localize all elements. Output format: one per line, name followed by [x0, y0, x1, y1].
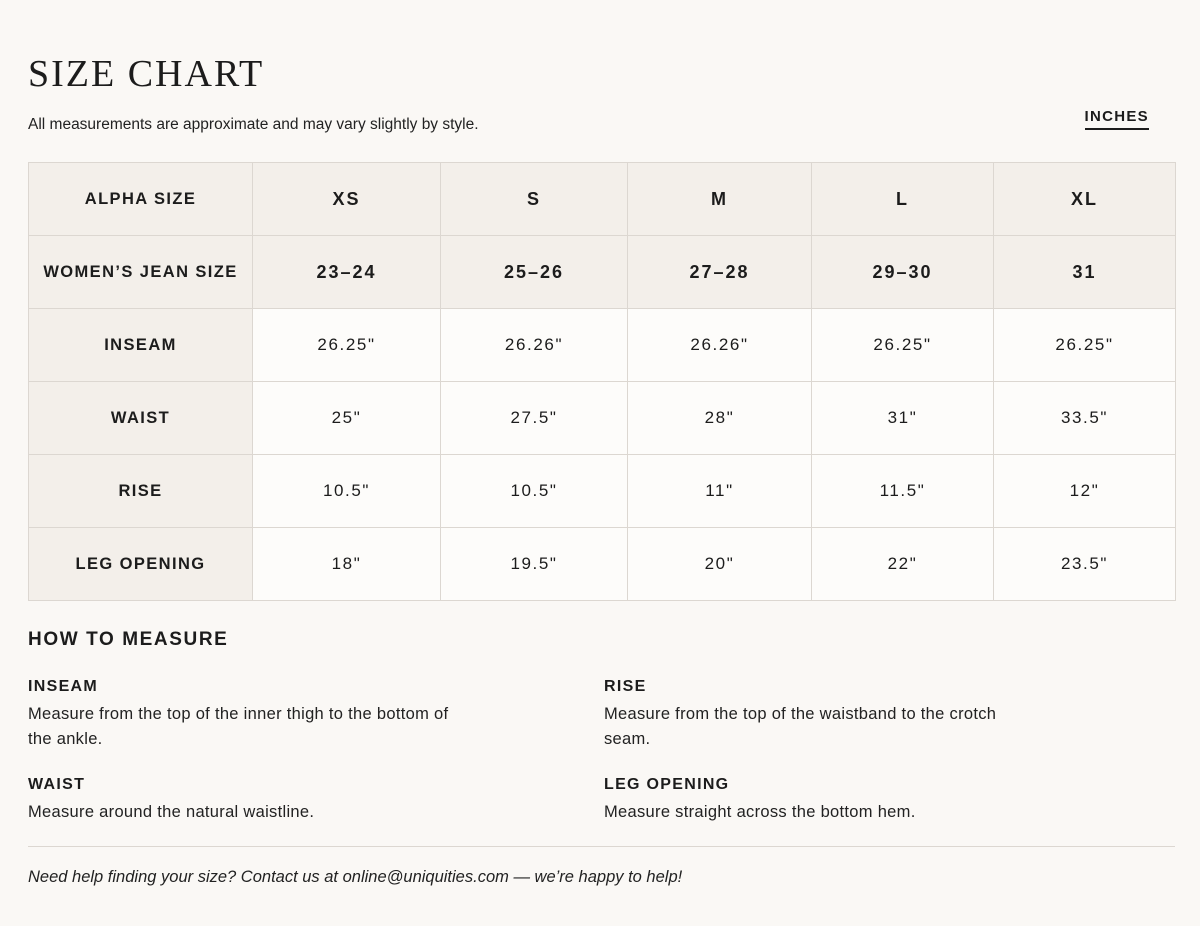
table-row-jean-size	[29, 236, 1176, 309]
page-subtitle: All measurements are approximate and may vary slightly by style.	[28, 116, 479, 133]
table-cell: 28"	[628, 382, 812, 455]
table-cell: 31"	[812, 382, 994, 455]
size-cell-xs: XS	[253, 163, 441, 236]
table-cell: 10.5"	[253, 455, 441, 528]
measure-text: Measure around the natural waistline.	[28, 803, 315, 821]
how-to-measure-title: HOW TO MEASURE	[28, 629, 229, 650]
measure-text: Measure from the top of the inner thigh to the bottom of the ankle.	[28, 705, 449, 748]
page-title: SIZE CHART	[28, 53, 265, 95]
table-cell: 31	[994, 236, 1176, 309]
table-cell: 26.25"	[253, 309, 441, 382]
table-cell: 26.25"	[812, 309, 994, 382]
table-row-waist	[29, 382, 1176, 455]
row-label: WAIST	[29, 382, 253, 455]
table-cell: 12"	[994, 455, 1176, 528]
divider	[28, 846, 1175, 847]
table-cell: 19.5"	[441, 528, 628, 601]
table-row-rise	[29, 455, 1176, 528]
table-cell: 23.5"	[994, 528, 1176, 601]
row-label: WOMEN’S JEAN SIZE	[29, 236, 253, 309]
table-cell: 26.26"	[441, 309, 628, 382]
table-cell: 26.25"	[994, 309, 1176, 382]
unit-toggle-inches[interactable]: INCHES	[1085, 108, 1149, 130]
measure-heading: INSEAM	[28, 678, 99, 695]
table-cell: 33.5"	[994, 382, 1176, 455]
table-cell: 22"	[812, 528, 994, 601]
table-cell: 11"	[628, 455, 812, 528]
measure-item-leg-opening	[604, 775, 1044, 825]
measure-heading: LEG OPENING	[604, 776, 730, 793]
table-cell: 20"	[628, 528, 812, 601]
size-cell-m: M	[628, 163, 812, 236]
table-row-inseam	[29, 309, 1176, 382]
table-cell: 18"	[253, 528, 441, 601]
measure-text: Measure straight across the bottom hem.	[604, 803, 916, 821]
help-text: Need help finding your size? Contact us at online@uniquities.com — we’re happy to help!	[28, 868, 683, 886]
table-cell: 25–26	[441, 236, 628, 309]
size-cell-xl: XL	[994, 163, 1176, 236]
measure-item-rise	[604, 677, 1044, 752]
measure-heading: WAIST	[28, 776, 86, 793]
table-cell: 27.5"	[441, 382, 628, 455]
table-cell: 11.5"	[812, 455, 994, 528]
table-cell: 23–24	[253, 236, 441, 309]
size-chart-page	[28, 0, 1175, 926]
row-label: LEG OPENING	[29, 528, 253, 601]
size-cell-l: L	[812, 163, 994, 236]
table-row-leg-opening	[29, 528, 1176, 601]
size-cell-s: S	[441, 163, 628, 236]
row-label: ALPHA SIZE	[29, 163, 253, 236]
measure-item-inseam	[28, 677, 468, 752]
table-cell: 27–28	[628, 236, 812, 309]
row-label: INSEAM	[29, 309, 253, 382]
table-cell: 25"	[253, 382, 441, 455]
table-cell: 26.26"	[628, 309, 812, 382]
table-cell: 10.5"	[441, 455, 628, 528]
measure-item-waist	[28, 775, 468, 825]
table-cell: 29–30	[812, 236, 994, 309]
measure-text: Measure from the top of the waistband to the crotch seam.	[604, 705, 997, 748]
row-label: RISE	[29, 455, 253, 528]
measure-heading: RISE	[604, 678, 647, 695]
table-header-row	[29, 163, 1176, 236]
size-table	[28, 162, 1176, 601]
